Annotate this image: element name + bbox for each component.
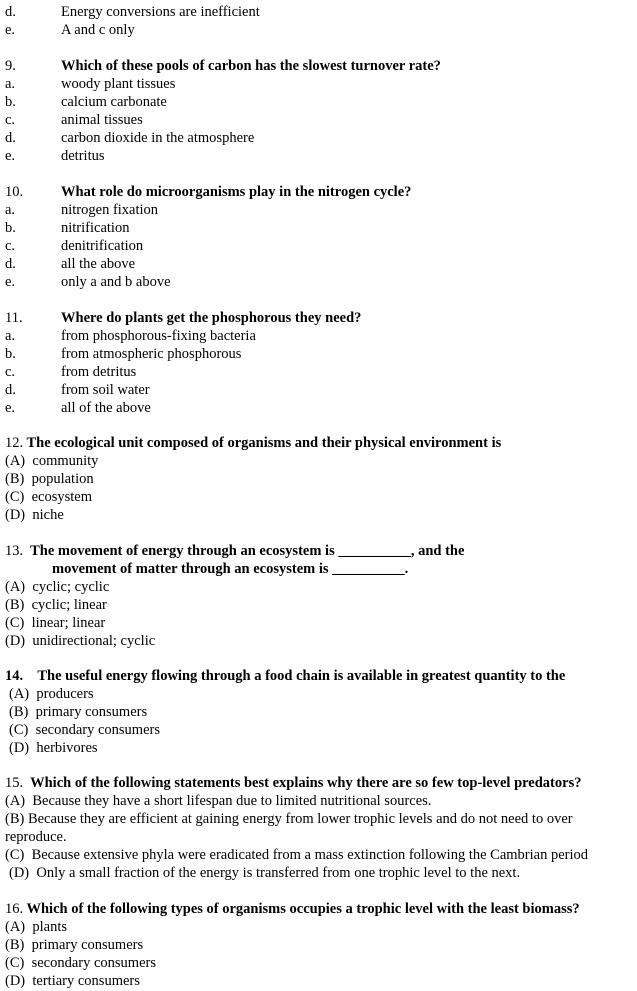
option-letter: d.	[5, 4, 16, 20]
option-letter: e.	[5, 400, 16, 416]
option-row: (C) secondary consumers	[5, 955, 156, 971]
option-row: (A) plants	[5, 919, 68, 935]
question-text: What role do microorganisms play in the nitrogen cycle?	[61, 184, 412, 200]
option-row: (B) primary consumers	[5, 937, 144, 953]
option-letter: e.	[5, 274, 16, 290]
question-text-continued: movement of matter through an ecosystem is __________.	[52, 561, 409, 577]
option-text: Energy conversions are inefficient	[61, 4, 260, 20]
option-letter: a.	[5, 202, 16, 218]
option-letter: e.	[5, 22, 16, 38]
option-text: nitrogen fixation	[61, 202, 159, 218]
question-12	[5, 434, 501, 452]
option-row: (A) producers	[9, 686, 94, 702]
question-number: 12.	[5, 435, 24, 451]
question-text: The useful energy flowing through a food chain is available in greatest quantity to the	[23, 668, 566, 684]
option-letter: b.	[5, 220, 16, 236]
option-row: (A) cyclic; cyclic	[5, 579, 110, 595]
option-letter: a.	[5, 76, 16, 92]
question-text: Which of the following statements best explains why there are so few top-level predators?	[23, 775, 582, 791]
option-row: (C) secondary consumers	[9, 722, 160, 738]
option-row: (C) Because extensive phyla were eradicated from a mass extinction following the Cambrian period	[5, 847, 589, 863]
question-number: 15.	[5, 775, 24, 791]
option-text: all the above	[61, 256, 136, 272]
option-row: (D) Only a small fraction of the energy is transferred from one trophic level to the next.	[9, 865, 521, 881]
option-text: A and c only	[61, 22, 135, 38]
question-14	[5, 667, 565, 685]
question-number: 11.	[5, 310, 23, 326]
option-row: (D) herbivores	[9, 740, 98, 756]
question-number: 16.	[5, 901, 24, 917]
option-letter: a.	[5, 328, 16, 344]
option-row: (B) primary consumers	[9, 704, 148, 720]
question-text: Where do plants get the phosphorous they need?	[61, 310, 362, 326]
option-row: (D) tertiary consumers	[5, 973, 140, 989]
option-row: (C) linear; linear	[5, 615, 106, 631]
question-text: The movement of energy through an ecosystem is __________, and the	[23, 543, 465, 559]
option-row: (D) niche	[5, 507, 64, 523]
question-text: The ecological unit composed of organisms and their physical environment is	[23, 435, 502, 451]
option-text: denitrification	[61, 238, 144, 254]
question-13	[5, 542, 464, 560]
option-row: (A) Because they have a short lifespan due to limited nutritional sources.	[5, 793, 432, 809]
option-text: woody plant tissues	[61, 76, 176, 92]
option-row: (D) unidirectional; cyclic	[5, 633, 156, 649]
question-number: 10.	[5, 184, 24, 200]
option-text: from atmospheric phosphorous	[61, 346, 242, 362]
question-text: Which of these pools of carbon has the slowest turnover rate?	[61, 58, 441, 74]
option-letter: e.	[5, 148, 16, 164]
option-text: carbon dioxide in the atmosphere	[61, 130, 255, 146]
question-16	[5, 900, 580, 918]
option-text: animal tissues	[61, 112, 143, 128]
option-row: (A) community	[5, 453, 99, 469]
question-number: 9.	[5, 58, 16, 74]
option-text: detritus	[61, 148, 105, 164]
option-letter: d.	[5, 256, 16, 272]
question-number: 14.	[5, 668, 24, 684]
option-letter: c.	[5, 364, 16, 380]
option-text: from soil water	[61, 382, 150, 398]
option-row: (B) cyclic; linear	[5, 597, 107, 613]
option-letter: c.	[5, 112, 16, 128]
option-letter: d.	[5, 382, 16, 398]
question-number: 13.	[5, 543, 24, 559]
option-text: from phosphorous-fixing bacteria	[61, 328, 256, 344]
option-row: (B) population	[5, 471, 94, 487]
option-text: from detritus	[61, 364, 137, 380]
option-letter: c.	[5, 238, 16, 254]
option-letter: b.	[5, 94, 16, 110]
option-letter: b.	[5, 346, 16, 362]
question-text: Which of the following types of organisms occupies a trophic level with the least biomass?	[23, 901, 580, 917]
option-text: nitrification	[61, 220, 130, 236]
option-letter: d.	[5, 130, 16, 146]
option-text: calcium carbonate	[61, 94, 167, 110]
question-15	[5, 774, 581, 792]
option-row: (C) ecosystem	[5, 489, 92, 505]
option-row: (B) Because they are efficient at gaining energy from lower trophic levels and do not need to over reproduce.	[5, 811, 573, 845]
option-text: all of the above	[61, 400, 151, 416]
option-text: only a and b above	[61, 274, 171, 290]
